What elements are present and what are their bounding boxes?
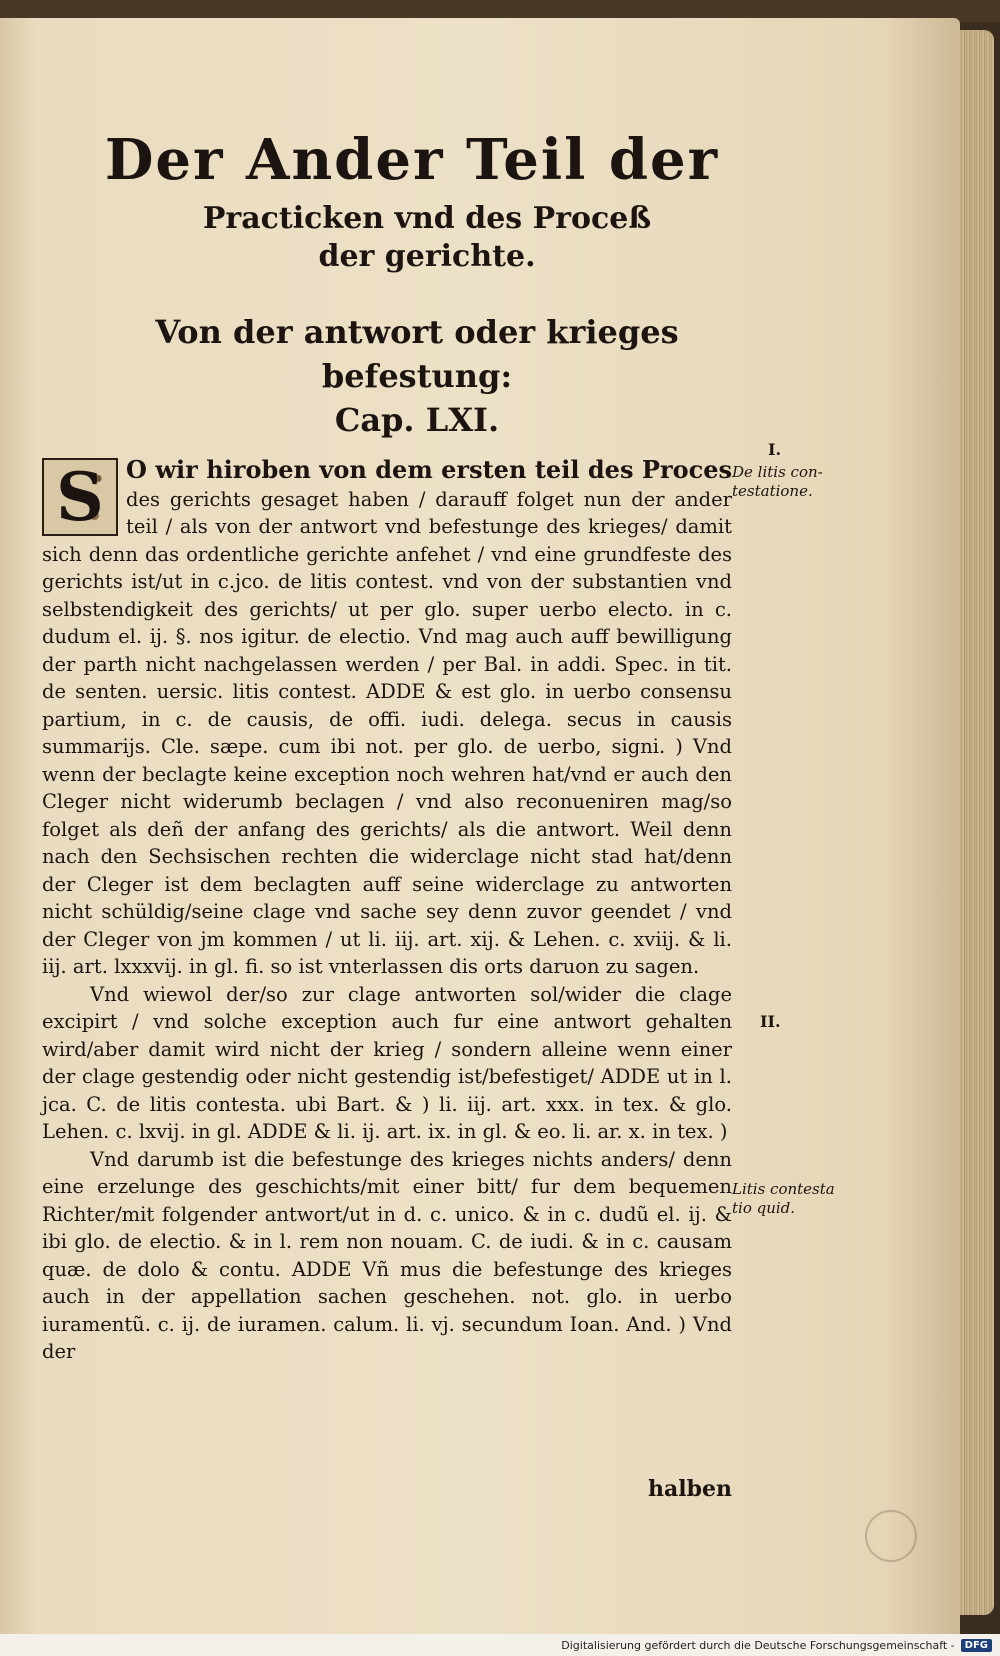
margin-note-2-line-1: Litis contesta: [732, 1180, 835, 1198]
margin-number-1: I.: [768, 440, 782, 459]
page-edges: [960, 30, 994, 1615]
title-line-2: Practicken vnd des Proceß: [202, 201, 652, 236]
footer-credit-bar: [0, 1634, 1000, 1656]
library-stamp: [865, 1510, 917, 1562]
paragraph-1: [42, 456, 732, 981]
decorated-initial: S: [42, 458, 118, 536]
paragraph-3: Vnd darumb ist die befestunge des krieges nichts anders/ denn eine erzelunge des geschichts/mit einer bitt/ fur dem bequemen Richter/mit folgender antwort/ut in d. c. unico. & in c. dudũ el. ij. & ibi glo. de electio. & in l. rem non nouam. C. de iudi. & in c. causam quæ. de dolo & contu. ADDE Vñ mus die befestunge des krieges auch in der appellation sachen geschehen. not. glo. in uerbo iuramentũ. c. ij. de iuramen. calum. li. vj. secundum Ioan. And. ) Vnd der: [42, 1147, 732, 1363]
paragraph-1-text: des gerichts gesaget haben / darauff folget nun der ander teil / als von der antwort vnd befestunge des krieges/ damit sich denn das ordentliche gerichte anfehet / vnd eine grundfeste des gerichts ist/ut in c.jco. de litis contest. vnd von der substantien vnd selbstendigkeit des gerichts/ ut per glo. super uerbo electo. in c. dudum el. ij. §. nos igitur. de electio. Vnd mag auch auff bewilligung der parth nicht nachgelassen werden / per Bal. in addi. Spec. in tit. de senten. uersic. litis contest. ADDE & est glo. in uerbo consensu partium, in c. de causis, de offi. iudi. delega. secus in causis summarijs. Cle. sæpe. cum ibi not. per glo. de uerbo, signi. ) Vnd wenn der beclagte keine exception noch wehren hat/vnd er auch den Cleger nicht widerumb beclagen / vnd also reconueniren mag/so folget als deñ der anfang des gerichts/ als die antwort. Weil denn nach den Sechsischen rechten die widerclage nicht stad hat/denn der Cleger ist dem beclagten auff seine widerclage zu antworten nicht schüldig/seine clage vnd sache sey denn zuvor geendet / vnd der Cleger von jm kommen / ut li. iij. art. xij. & Lehen. c. xviij. & li. iij. art. lxxxvij. in gl. fi. so ist vnterlassen dis orts daruon zu sagen.: [42, 487, 732, 978]
chapter-number: Cap. LXI.: [334, 401, 500, 439]
paragraph-2: Vnd wiewol der/so zur clage antworten sol/wider die clage excipirt / vnd solche exception auch fur eine antwort gehalten wird/aber damit wird nicht der krieg / sondern alleine wenn einer der clage gestendig oder nicht gestendig ist/befestiget/ ADDE ut in l. jca. C. de litis contesta. ubi Bart. & ) li. iij. art. xxx. in tex. & glo. Lehen. c. lxvij. in gl. ADDE & li. ij. art. ix. in gl. & eo. li. ar. x. in tex. ): [42, 982, 732, 1143]
margin-note-1-line-2: testatione.: [732, 482, 813, 500]
paragraph-1-lead: O wir hiroben von dem ersten teil des Proces: [126, 455, 732, 484]
margin-number-2: II.: [760, 1012, 781, 1031]
margin-note-2-line-2: tio quid.: [732, 1199, 796, 1217]
title-line-1: Der Ander Teil der: [104, 127, 720, 193]
catchword: halben: [648, 1476, 732, 1502]
title-line-3: der gerichte.: [318, 239, 536, 274]
chapter-title: Von der antwort oder krieges befestung:: [155, 313, 679, 395]
margin-note-1-line-1: De litis con-: [732, 463, 823, 481]
footer-credit-text: Digitalisierung gefördert durch die Deutsche Forschungsgemeinschaft -: [561, 1638, 955, 1652]
page-content: [42, 120, 732, 1502]
dfg-logo: DFG: [961, 1639, 992, 1652]
